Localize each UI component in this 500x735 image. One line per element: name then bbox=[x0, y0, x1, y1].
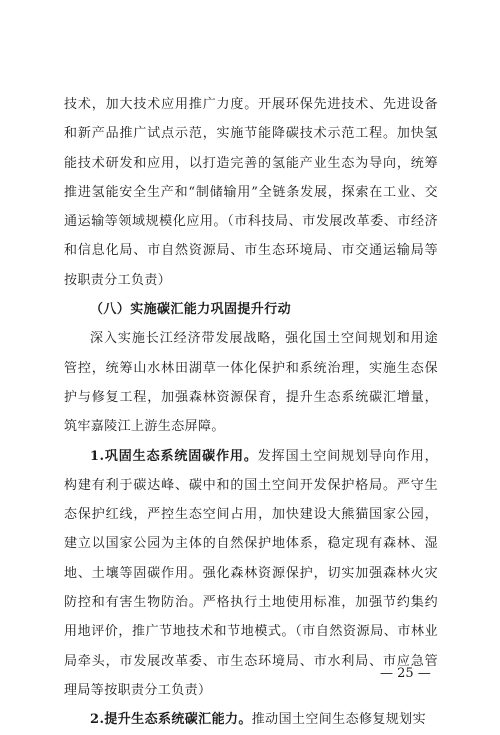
item-1-body: 发挥国土空间规划导向作用，构建有利于碳达峰、碳中和的国土空间开发保护格局。严守生态保护红线，严控生态空间占用，加快建设大熊猫国家公园，建立以国家公园为主体的自然保护地体系，稳定现有森林、湿地、土壤等固碳作用。强化森林资源保护，切实加强森林火灾防控和有害生物防治。严格执行土地使用标准，加强节约集约用地评价，推广节地技术和节地模式。（市自然资源局、市林业局牵头，市发展改革委、市生态环境局、市水利局、市应急管理局等按职责分工负责） bbox=[64, 448, 438, 698]
item-1-title: 1.巩固生态系统固碳作用。 bbox=[90, 448, 258, 464]
item-2-paragraph bbox=[64, 705, 438, 734]
section-intro-paragraph: 深入实施长江经济带发展战略，强化国土空间规划和用途管控，统筹山水林田湖草一体化保护和系统治理，实施生态保护与修复工程，加强森林资源保育，提升生态系统碳汇增量，筑牢嘉陵江上游生态屏障。 bbox=[64, 331, 438, 435]
page-number: — 25 — bbox=[380, 666, 431, 681]
item-2-body: 推动国土空间生态修复规划实 bbox=[251, 712, 426, 728]
item-2-title: 2.提升生态系统碳汇能力。 bbox=[90, 712, 252, 728]
paragraph-continued: 技术，加大技术应用推广力度。开展环保先进技术、先进设备和新产品推广试点示范，实施节能降碳技术示范工程。加快氢能技术研发和应用，以打造完善的氢能产业生态为导向，统筹推进氢能安全生产和“制储输用”全链条发展，探索在工业、交通运输等领域规模化应用。（市科技局、市发展改革委、市经济和信息化局、市自然资源局、市生态环境局、市交通运输局等按职责分工负责） bbox=[64, 97, 438, 288]
section-heading: （八）实施碳汇能力巩固提升行动 bbox=[90, 302, 292, 318]
document-body bbox=[64, 90, 438, 735]
